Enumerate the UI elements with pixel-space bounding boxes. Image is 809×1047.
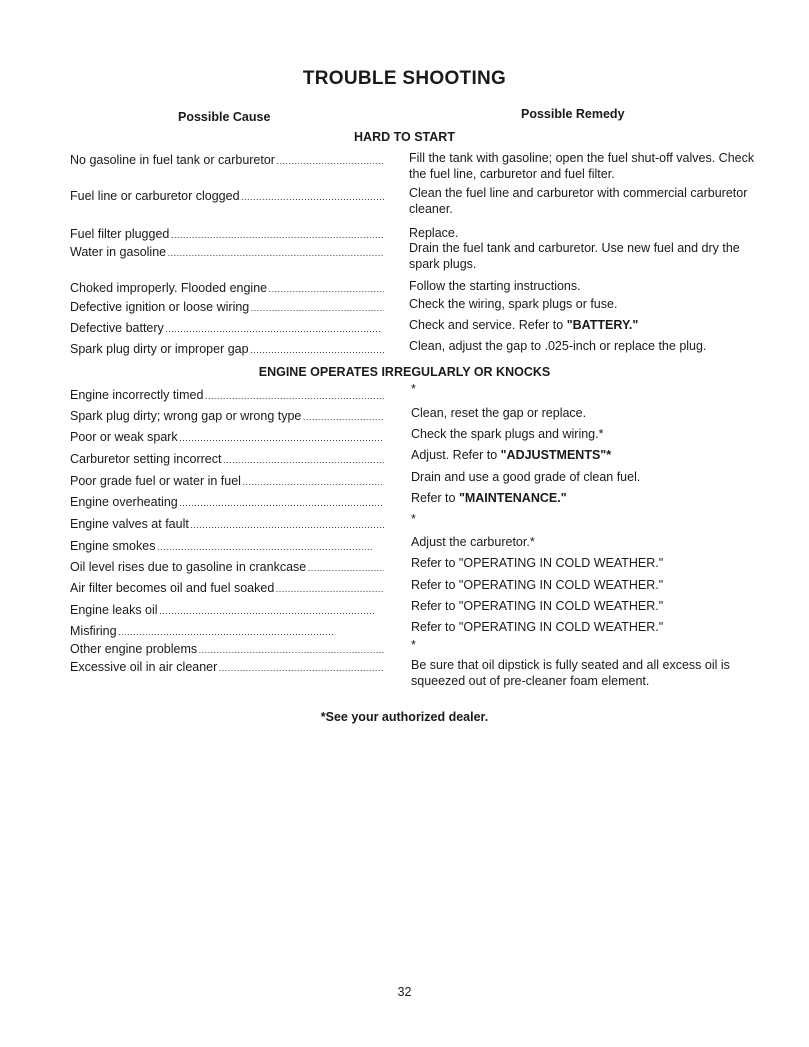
remedy-text-part: Check and service. Refer to [409, 318, 567, 332]
cause-text: Engine overheating . . . [70, 494, 384, 511]
cause-text: Choked improperly. Flooded engine . . . [70, 280, 384, 297]
remedy-text: Check the wiring, spark plugs or fuse. [409, 297, 618, 311]
remedy-text: Drain the fuel tank and carburetor. Use new fuel and dry the spark plugs. [409, 241, 740, 271]
possible-cause-header: Possible Cause [178, 110, 271, 124]
cause-text: Engine valves at fault . . . [70, 516, 384, 533]
remedy-text-part: Adjust. Refer to [411, 448, 501, 462]
section-heading-hard-to-start: HARD TO START [354, 130, 455, 144]
remedy-text [409, 317, 757, 333]
remedy-reference: "BATTERY." [566, 318, 639, 332]
remedy-text: Clean, reset the gap or replace. [411, 406, 587, 420]
cause-text: Air filter becomes oil and fuel soaked . . . [70, 580, 384, 597]
remedy-text: Fill the tank with gasoline; open the fuel shut-off valves. Check the fuel line, carburetor and fuel filter. [409, 151, 755, 181]
cause-text: Spark plug dirty or improper gap . . . [70, 341, 384, 358]
cause-text: Engine smokes . . . [70, 538, 384, 555]
remedy-text-part: Refer to [411, 491, 459, 505]
remedy-text: Clean, adjust the gap to .025-inch or replace the plug. [409, 339, 707, 353]
remedy-text: Follow the starting instructions. [409, 279, 581, 293]
cause-text: Carburetor setting incorrect . . . [70, 451, 384, 468]
possible-remedy-header: Possible Remedy [521, 107, 625, 121]
cause-text: Poor or weak spark . . . [70, 429, 384, 446]
page-title: TROUBLE SHOOTING [302, 68, 507, 89]
remedy-text: * [411, 638, 416, 652]
cause-text: Fuel line or carburetor clogged . . . [70, 188, 384, 205]
cause-text: Other engine problems . . . [70, 641, 384, 658]
remedy-text [411, 490, 759, 506]
cause-text: Water in gasoline . . . [70, 244, 384, 261]
remedy-text: Refer to "OPERATING IN COLD WEATHER." [411, 599, 664, 613]
remedy-text: * [411, 512, 416, 526]
remedy-reference: "ADJUSTMENTS"* [500, 448, 612, 462]
cause-text: Poor grade fuel or water in fuel . . . [70, 473, 384, 490]
remedy-text [411, 447, 759, 463]
cause-text: No gasoline in fuel tank or carburetor . . . [70, 152, 384, 169]
remedy-text: Refer to "OPERATING IN COLD WEATHER." [411, 556, 664, 570]
remedy-text: * [411, 382, 416, 396]
remedy-text: Refer to "OPERATING IN COLD WEATHER." [411, 578, 664, 592]
remedy-text: Check the spark plugs and wiring.* [411, 427, 604, 441]
remedy-text: Clean the fuel line and carburetor with commercial carburetor cleaner. [409, 186, 748, 216]
cause-text: Misfiring . . . [70, 623, 384, 640]
page-number: 32 [397, 985, 412, 999]
section-heading-engine-operates-irregularly: ENGINE OPERATES IRREGULARLY OR KNOCKS [258, 365, 551, 379]
cause-text: Defective ignition or loose wiring . . . [70, 299, 384, 316]
cause-text: Engine leaks oil . . . [70, 602, 384, 619]
cause-text: Excessive oil in air cleaner . . . [70, 659, 384, 676]
remedy-text: Be sure that oil dipstick is fully seated and all excess oil is squeezed out of pre-cleaner foam element. [411, 658, 730, 688]
cause-text: Defective battery . . . [70, 320, 384, 337]
footnote: *See your authorized dealer. [320, 710, 489, 724]
cause-text: Fuel filter plugged . . . [70, 226, 384, 243]
remedy-text: Drain and use a good grade of clean fuel. [411, 470, 641, 484]
cause-text: Spark plug dirty; wrong gap or wrong type . . . [70, 408, 384, 425]
remedy-text: Refer to "OPERATING IN COLD WEATHER." [411, 620, 664, 634]
remedy-text: Adjust the carburetor.* [411, 535, 535, 549]
remedy-reference: "MAINTENANCE." [458, 491, 567, 505]
cause-text: Oil level rises due to gasoline in crankcase . . . [70, 559, 384, 576]
cause-text: Engine incorrectly timed . . . [70, 387, 384, 404]
remedy-text: Replace. [409, 226, 459, 240]
